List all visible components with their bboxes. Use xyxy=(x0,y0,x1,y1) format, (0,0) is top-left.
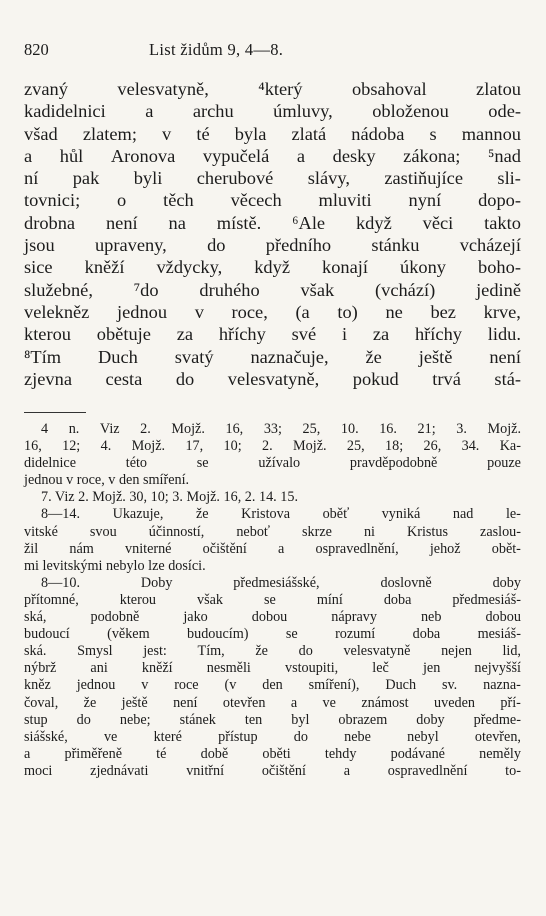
footnote-line: ská, podobně jako dobou nápravy neb dobou xyxy=(24,609,521,626)
footnote-line: stup do nebe; stánek ten byl obrazem doby předme- xyxy=(24,711,521,728)
footnote-line: čoval, že ještě není otevřen a ve známost uveden pří- xyxy=(24,694,521,711)
footnote-line: 7. Viz 2. Mojž. 30, 10; 3. Mojž. 16, 2. 14. 15. xyxy=(41,489,299,506)
text-line: všad zlatem; v té byla zlatá nádoba s mannou xyxy=(24,123,521,144)
running-head: List židům 9, 4—8. xyxy=(149,40,284,59)
footnote-line: ská. Smysl jest: Tím, že do velesvatyně nejen lid, xyxy=(24,643,521,660)
footnote-line: 8—14. Ukazuje, že Kristova oběť vyniká nad le- xyxy=(41,506,521,523)
footnote-line: didelnice této se užívalo pravděpodobně pouze xyxy=(24,455,521,472)
footnote-divider xyxy=(24,412,86,413)
footnote-line: jednou v roce, v den smíření. xyxy=(24,472,190,489)
text-line: ⁸Tím Duch svatý naznačuje, že ještě není xyxy=(24,346,521,367)
footnote-line: 8—10. Doby předmesiášské, doslovně doby xyxy=(41,574,521,591)
text-line: zvaný velesvatyně, ⁴který obsahoval zlatou xyxy=(24,79,521,99)
footnote-line: žil nám vniterné očištění a ospravedlnění, jehož obět- xyxy=(24,540,521,557)
text-line: a hůl Aronova vypučelá a desky zákona; ⁵nad xyxy=(24,145,521,166)
main-text xyxy=(24,78,521,390)
page-header xyxy=(24,40,524,62)
text-line: kadidelnici a archu úmluvy, obloženou ode- xyxy=(24,101,521,122)
text-line: velekněz jednou v roce, (a to) ne bez krve, xyxy=(24,301,521,322)
text-line: kterou obětuje za hříchy své i za hříchy lidu. xyxy=(24,324,521,345)
footnote-line: moci zjednávati vnitřní očištění a ospravedlnění to- xyxy=(24,762,521,779)
footnote-line: nýbrž ani kněží nesměli vstoupiti, leč jen nejvyšší xyxy=(24,660,521,677)
text-line: zjevna cesta do velesvatyně, pokud trvá stá- xyxy=(24,368,521,389)
text-line: služebné, ⁷do druhého však (vchází) jedině xyxy=(24,279,521,300)
footnote-line: mi levitskými nebylo lze dosíci. xyxy=(24,557,206,574)
text-line: drobna není na místě. ⁶Ale když věci takto xyxy=(24,212,521,233)
text-line: jsou upraveny, do předního stánku vcházejí xyxy=(24,235,521,256)
footnote-line: vitské svou účinností, neboť skrze ni Kristus zaslou- xyxy=(24,523,521,540)
footnote-line: siášské, ve které přístup do nebe nebyl otevřen, xyxy=(24,728,521,745)
footnote-line: 4 n. Viz 2. Mojž. 16, 33; 25, 10. 16. 21; 3. Mojž. xyxy=(41,421,521,437)
text-line: sice kněží vždycky, když konají úkony boho- xyxy=(24,257,521,278)
footnote-line: budoucí (věkem budoucím) se rozumí doba mesiáš- xyxy=(24,626,521,643)
page-number: 820 xyxy=(24,40,49,59)
footnote-line: přítomné, kterou však se míní doba předmesiáš- xyxy=(24,591,521,608)
footnote-line: kněz jednou v roce (v den smíření), Duch sv. nazna- xyxy=(24,677,521,694)
text-line: ní pak byli cherubové slávy, zastiňujíce sli- xyxy=(24,168,521,189)
footnote-line: a přiměřeně té době oběti tehdy podávané neměly xyxy=(24,745,521,762)
text-line: tovnici; o těch věcech mluviti nyní dopo- xyxy=(24,190,521,211)
footnote-line: 16, 12; 4. Mojž. 17, 10; 2. Mojž. 25, 18; 26, 34. Ka- xyxy=(24,438,521,455)
footnotes xyxy=(24,421,521,780)
